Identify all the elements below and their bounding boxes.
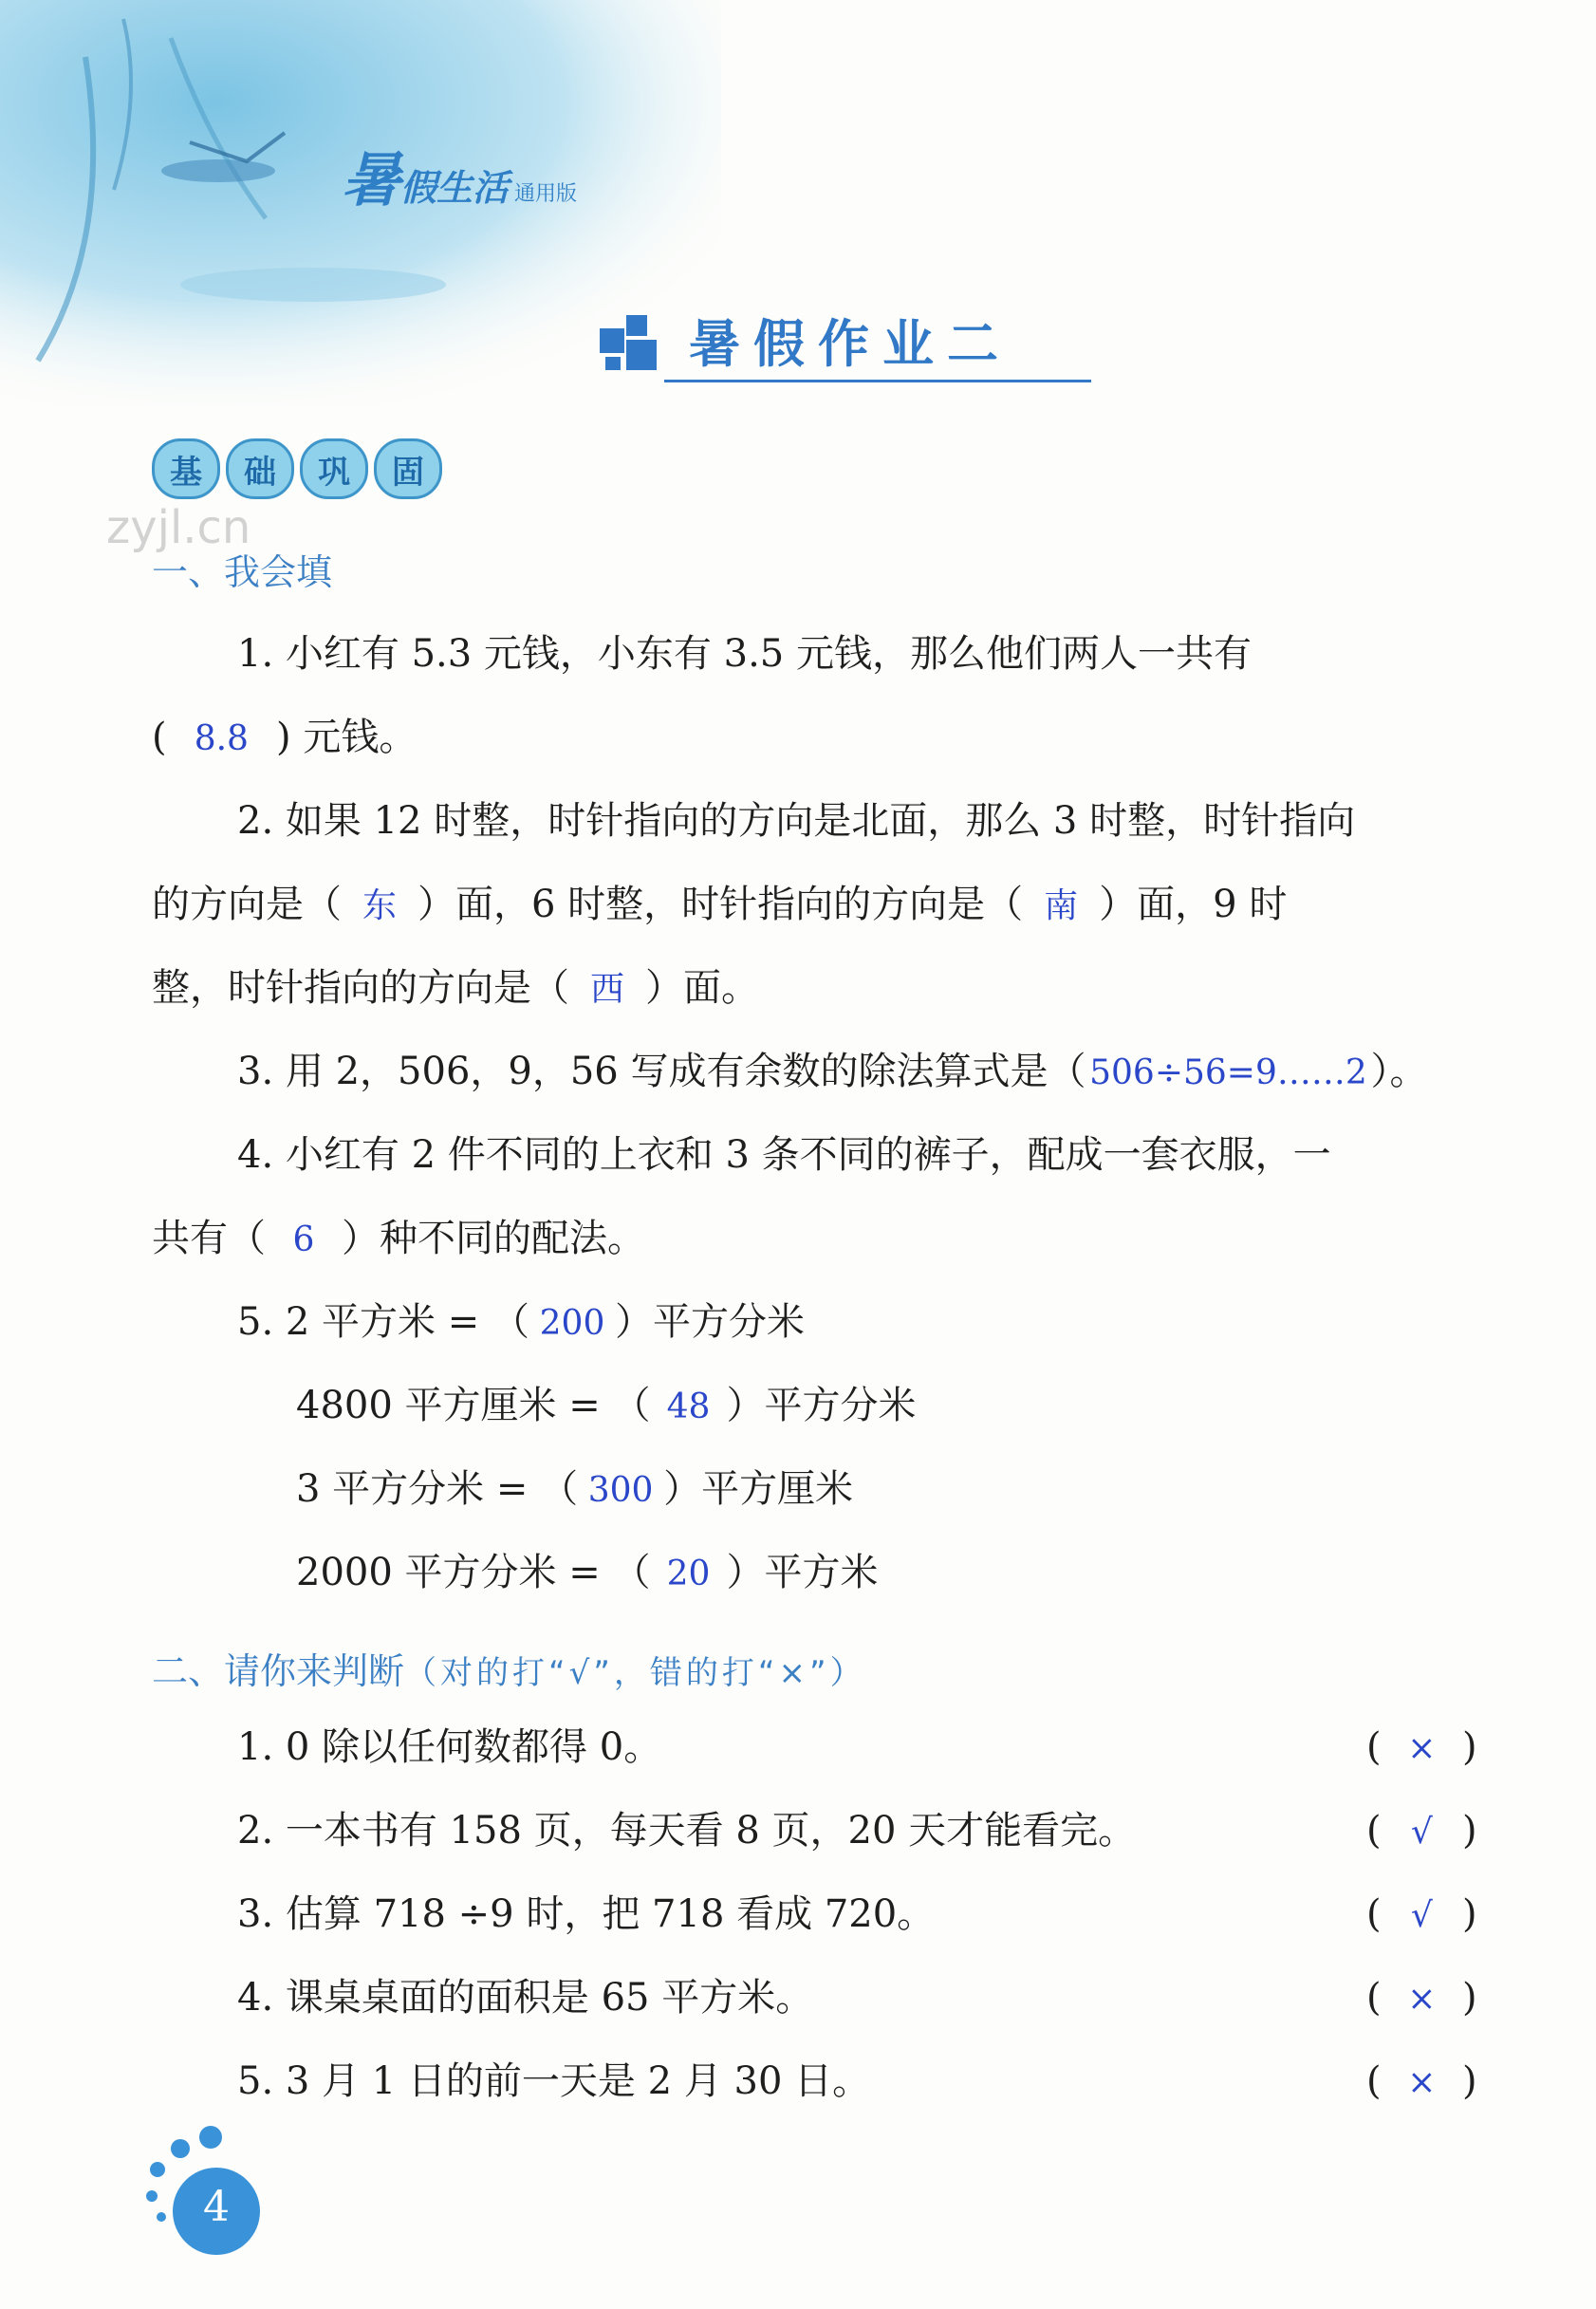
q5-answer: 20 [666,1555,711,1593]
q4-answer: 6 [292,1220,315,1259]
q5-unit: ）平方分米 [726,1384,917,1427]
q1-line2 [152,710,417,767]
brand-edition: 通用版 [514,182,578,206]
q5-row [296,1378,916,1435]
q2-answer-south: 南 [1044,886,1079,925]
judge-mark: ( √ ) [1366,1803,1477,1860]
part2-heading [152,1642,866,1694]
judge-answer: × [1407,1729,1437,1768]
brand-life: 生活 [436,166,510,209]
section-badge [152,438,442,499]
q2-line2 [152,877,1287,934]
judge-mark: ( × ) [1366,1720,1477,1777]
q2-answer-east: 东 [362,886,397,925]
part1-heading: 一、我会填 [152,551,333,593]
judge-item: 3. 估算 718 ÷9 时，把 718 看成 720。 [237,1892,936,1936]
q5-text: 3 平方分米 = （ [296,1467,579,1511]
part2-heading-text: 二、请你来判断 [152,1650,405,1692]
q1-close: ) 元钱。 [276,716,418,759]
judge-item: 2. 一本书有 158 页，每天看 8 页，20 天才能看完。 [237,1809,1137,1853]
q5-unit: ）平方分米 [615,1300,805,1344]
q4-text-a: 共有（ [152,1217,266,1260]
judge-item: 1. 0 除以任何数都得 0。 [237,1725,662,1769]
q4-line1: 4. 小红有 2 件不同的上衣和 3 条不同的裤子，配成一套衣服，一 [237,1133,1331,1177]
q5-row [237,1294,805,1351]
judge-answer: × [1407,2063,1437,2102]
q1-open-paren: ( [152,716,167,759]
q3-line [237,1044,1427,1101]
judge-item: 4. 课桌桌面的面积是 65 平方米。 [237,1976,814,2020]
q5-unit: ）平方米 [726,1551,879,1594]
q4-text-b: ）种不同的配法。 [342,1217,645,1260]
q4-line2 [152,1211,645,1268]
brand-small-char: 假 [400,166,437,209]
q2-text-c: ）面，9 时 [1099,883,1288,926]
badge-char: 巩 [300,438,368,499]
q5-row [296,1545,878,1602]
judge-answer: √ [1410,1896,1433,1935]
q2-line1: 2. 如果 12 时整，时针指向的方向是北面，那么 3 时整，时针指向 [237,799,1356,843]
q5-answer: 300 [587,1471,654,1510]
q5-answer: 48 [666,1387,711,1426]
brand-big-char: 暑 [342,145,401,214]
page-title-block [598,304,1011,377]
page-title: 暑假作业二 [689,314,1011,374]
part2-heading-note: （对的打“√”，错的打“×”） [404,1654,866,1692]
judge-mark: ( × ) [1366,2054,1477,2111]
title-underline [664,380,1091,382]
q2-text-e: ）面。 [645,966,759,1010]
watermark: zyjl.cn [106,501,251,554]
q5-text: 5. 2 平方米 = （ [237,1300,529,1344]
title-cube-icon [598,307,664,374]
judge-answer: × [1407,1980,1437,2019]
badge-char: 础 [226,438,294,499]
q2-answer-west: 西 [589,970,624,1009]
q2-line3 [152,960,759,1017]
page-number: 4 [203,2183,230,2231]
q1-answer: 8.8 [194,719,249,758]
badge-char: 固 [374,438,442,499]
judge-mark: ( √ ) [1366,1887,1477,1944]
q3-text: 3. 用 2，506，9，56 写成有余数的除法算式是（ [237,1050,1086,1093]
q2-text-d: 整，时针指向的方向是（ [152,966,569,1010]
q5-answer: 200 [539,1304,605,1343]
q5-text: 4800 平方厘米 = （ [296,1384,651,1427]
q1-line1: 1. 小红有 5.3 元钱，小东有 3.5 元钱，那么他们两人一共有 [237,632,1252,676]
q5-unit: ）平方厘米 [663,1467,854,1511]
q2-text-b: ）面，6 时整，时针指向的方向是（ [418,883,1024,926]
q3-close: ）。 [1370,1050,1428,1093]
q5-row [296,1462,853,1518]
q2-text-a: 的方向是（ [152,883,342,926]
judge-answer: √ [1410,1813,1433,1852]
badge-char: 基 [152,438,220,499]
q5-text: 2000 平方分米 = （ [296,1551,651,1594]
brand-logo [342,133,577,217]
judge-mark: ( × ) [1366,1970,1477,2027]
q3-answer: 506÷56=9……2 [1089,1053,1367,1092]
judge-item: 5. 3 月 1 日的前一天是 2 月 30 日。 [237,2059,871,2103]
